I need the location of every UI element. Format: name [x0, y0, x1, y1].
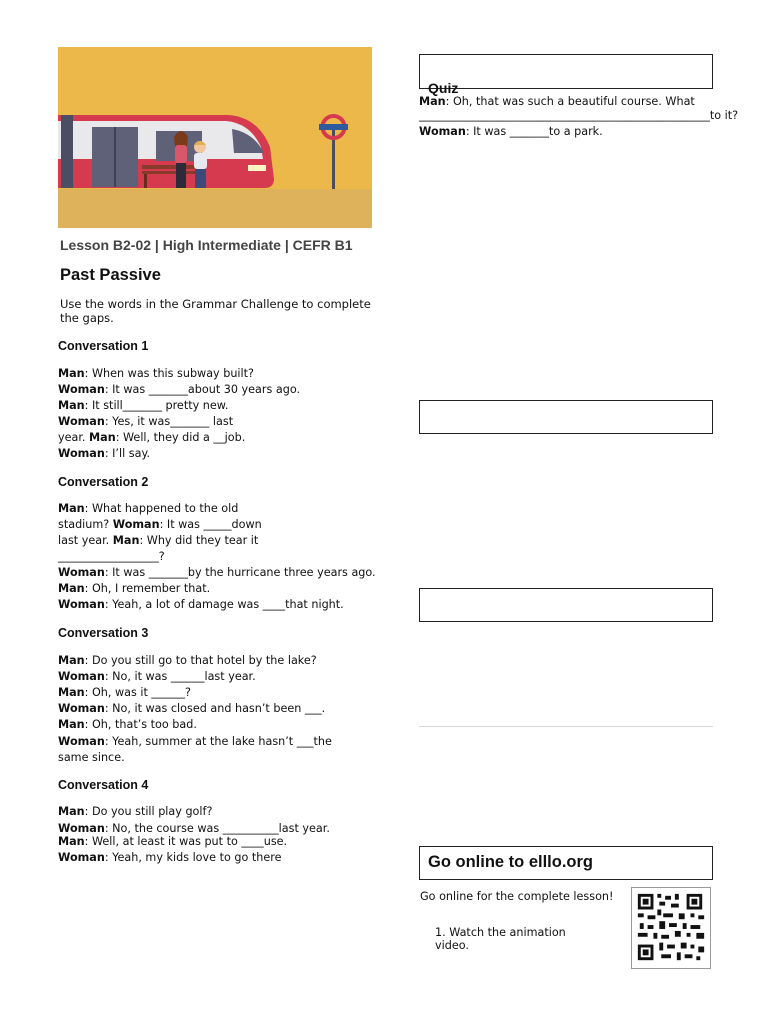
- online-title: Go online to elllo.org: [428, 853, 593, 871]
- dialogue-line: Man: Oh, I remember that.: [58, 582, 211, 595]
- section-divider: [419, 726, 713, 727]
- quiz-label: Quiz: [428, 80, 459, 96]
- dialogue-line: Woman: No, the course was __________last year.: [58, 822, 330, 835]
- online-text: Go online for the complete lesson!: [420, 890, 614, 903]
- dialogue-line: Man: Well, at least it was put to ____use.: [58, 835, 288, 848]
- dialogue-line: Woman: Yeah, a lot of damage was ____that night.: [58, 598, 344, 611]
- dialogue-line: Woman: Yes, it was_______ last: [58, 415, 234, 428]
- conversation-2-heading: Conversation 2: [58, 475, 149, 489]
- dialogue-line: stadium? Woman: It was _____down: [58, 518, 262, 531]
- conversation-4-heading: Conversation 4: [58, 778, 149, 792]
- answer-box: [419, 588, 713, 622]
- conversation-1-heading: Conversation 1: [58, 339, 149, 353]
- dialogue-line: year. Man: Well, they did a __job.: [58, 431, 246, 444]
- dialogue-line: Woman: Yeah, my kids love to go there: [58, 851, 282, 864]
- dialogue-line: Woman: It was _______by the hurricane three years ago.: [58, 566, 376, 579]
- dialogue-line: Woman: No, it was ______last year.: [58, 670, 256, 683]
- dialogue-line: Woman: I’ll say.: [58, 447, 151, 460]
- lesson-level-line: Lesson B2-02 | High Intermediate | CEFR B1: [60, 237, 353, 253]
- dialogue-line: Man: What happened to the old: [58, 502, 239, 515]
- lesson-illustration: [58, 47, 372, 228]
- instructions-text: Use the words in the Grammar Challenge to complete the gaps.: [60, 297, 371, 325]
- quiz-box: [419, 54, 713, 89]
- dialogue-line: __________________?: [58, 550, 165, 563]
- quiz-line: Woman: It was _______to a park.: [419, 125, 603, 138]
- dialogue-line: Man: Do you still go to that hotel by the lake?: [58, 654, 317, 667]
- page-title: Past Passive: [60, 266, 161, 284]
- qr-code-icon[interactable]: [631, 887, 711, 969]
- dialogue-line: Man: Oh, that’s too bad.: [58, 718, 197, 731]
- dialogue-line: Man: Do you still play golf?: [58, 805, 213, 818]
- dialogue-line: Woman: Yeah, summer at the lake hasn’t ___the: [58, 735, 332, 748]
- dialogue-line: same since.: [58, 751, 125, 764]
- dialogue-line: Woman: No, it was closed and hasn’t been ___.: [58, 702, 326, 715]
- dialogue-line: Man: Oh, was it ______?: [58, 686, 191, 699]
- conversation-3-heading: Conversation 3: [58, 626, 149, 640]
- dialogue-line: Man: When was this subway built?: [58, 367, 254, 380]
- online-step: 1. Watch the animation video.: [435, 926, 566, 952]
- dialogue-line: Man: It still_______ pretty new.: [58, 399, 229, 412]
- dialogue-line: last year. Man: Why did they tear it: [58, 534, 259, 547]
- dialogue-line: Woman: It was _______about 30 years ago.: [58, 383, 301, 396]
- quiz-line: ____________________________________________________to it?: [419, 109, 739, 122]
- quiz-line: Man: Oh, that was such a beautiful course. What: [419, 95, 695, 108]
- answer-box: [419, 400, 713, 434]
